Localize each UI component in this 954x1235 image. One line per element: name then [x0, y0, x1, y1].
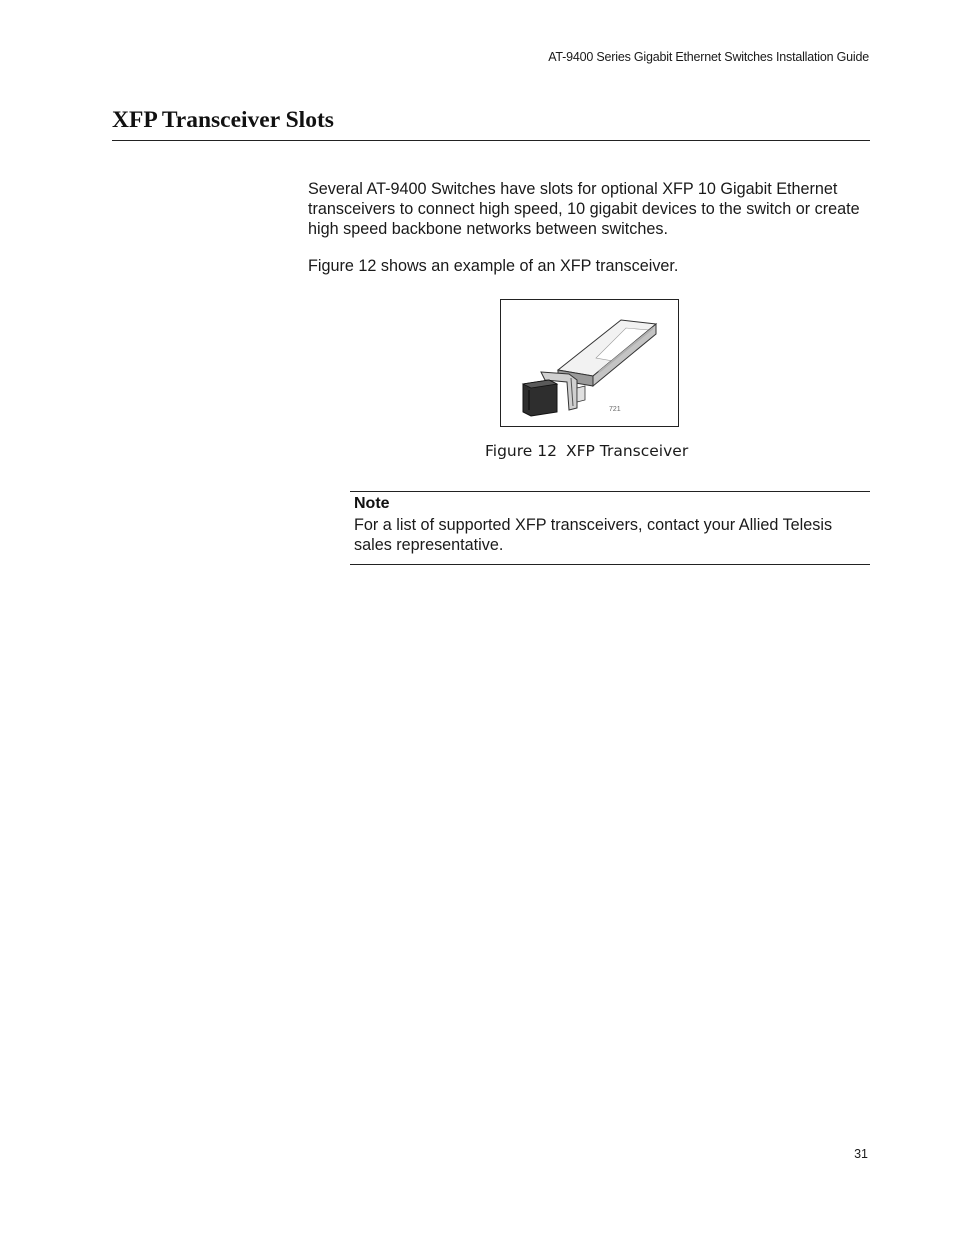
figure-caption	[485, 442, 688, 460]
section-title: XFP Transceiver Slots	[112, 107, 334, 133]
running-header: AT-9400 Series Gigabit Ethernet Switches Installation Guide	[548, 50, 869, 64]
figure-id-label: 721	[609, 406, 621, 413]
page-number: 31	[854, 1147, 868, 1161]
note-bottom-divider	[350, 564, 870, 565]
note-top-divider	[350, 491, 870, 492]
intro-paragraph: Several AT-9400 Switches have slots for optional XFP 10 Gigabit Ethernet transceivers to connect high speed, 10 gigabit devices to the switch or create high speed backbone networks between switches.	[308, 180, 860, 238]
title-divider	[112, 140, 870, 141]
figure-caption-text: XFP Transceiver	[565, 442, 689, 460]
xfp-transceiver-illustration	[501, 300, 678, 426]
note-title: Note	[354, 495, 390, 512]
figure-frame	[500, 299, 679, 427]
note-text: For a list of supported XFP transceivers, contact your Allied Telesis sales representative.	[354, 516, 833, 554]
figure-caption-number: Figure 12	[485, 442, 557, 460]
figure-reference-paragraph: Figure 12 shows an example of an XFP transceiver.	[308, 257, 679, 275]
